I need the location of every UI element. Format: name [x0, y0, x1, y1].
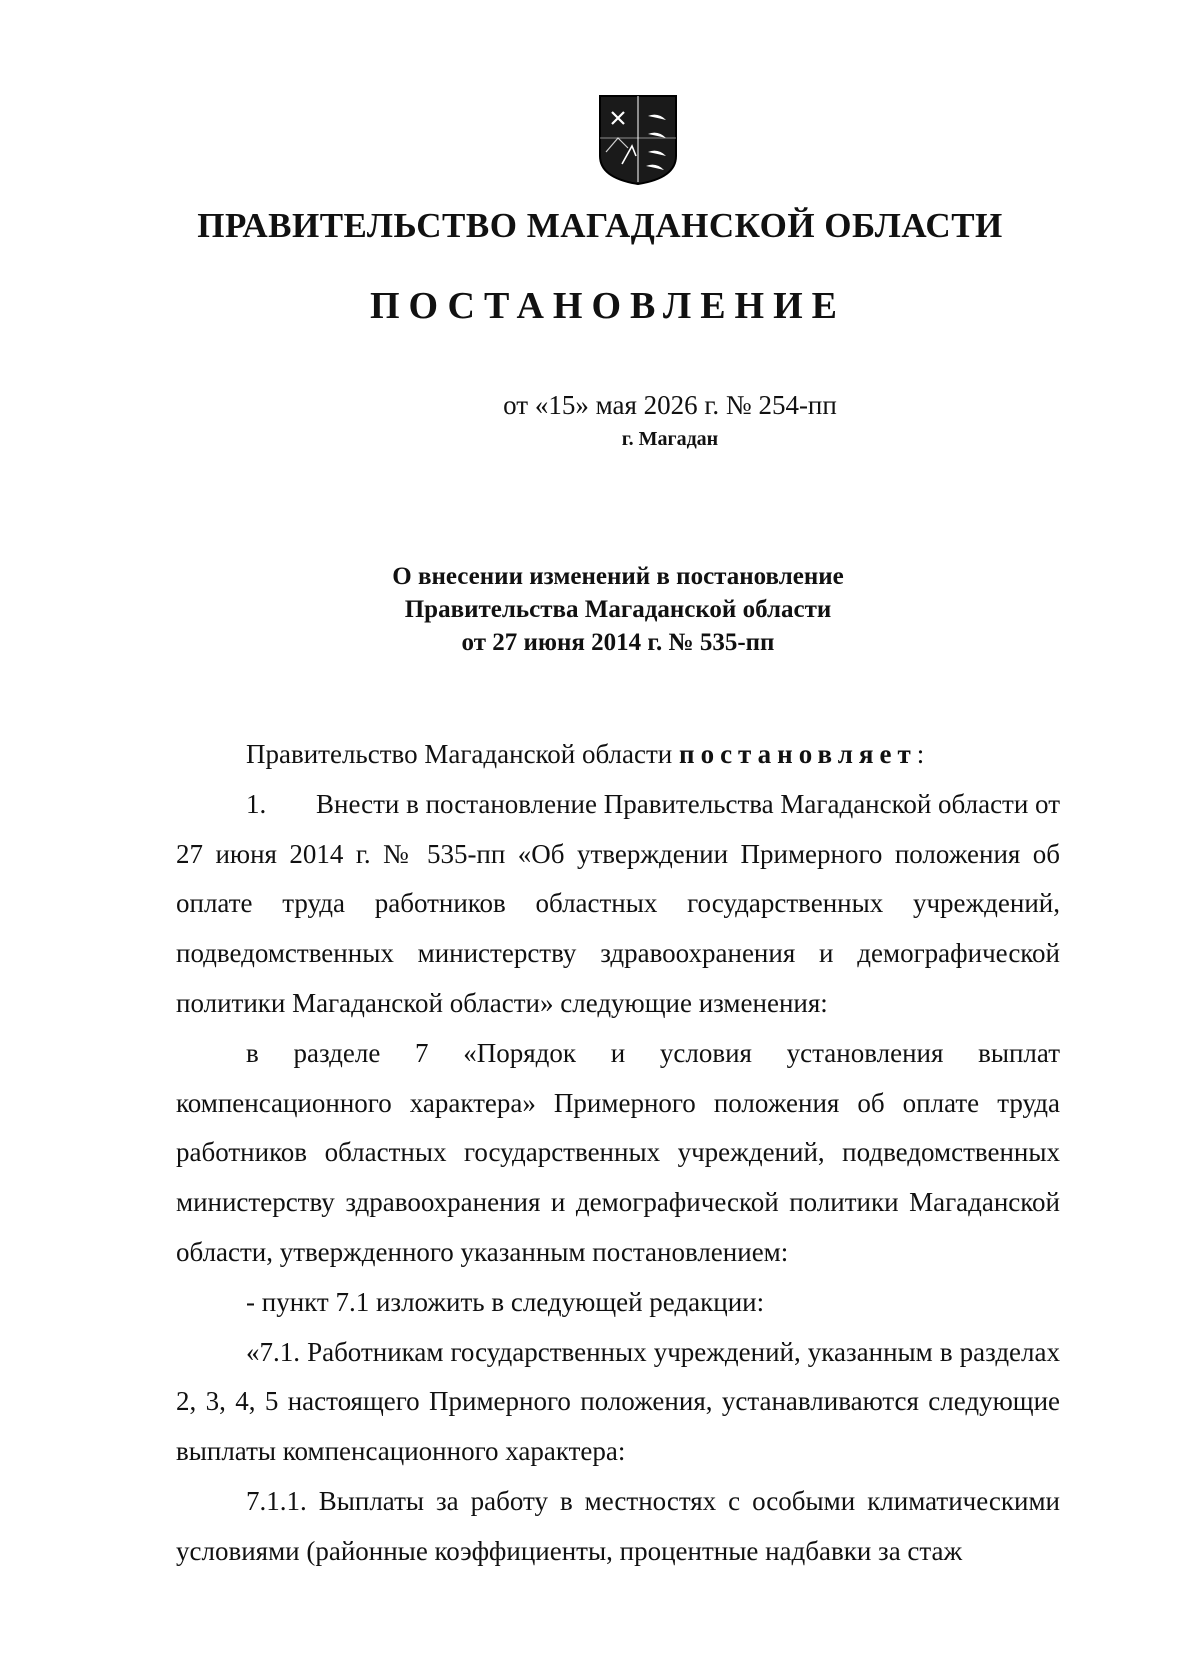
- point-7-1-intro: - пункт 7.1 изложить в следующей редакции:: [246, 1286, 765, 1317]
- subject-line: от 27 июня 2014 г. № 535-пп: [461, 629, 775, 656]
- document-subject: [0, 560, 1200, 659]
- item-1-paragraph: [176, 780, 1060, 1029]
- document-type: ПОСТАНОВЛЕНИЕ: [369, 285, 847, 327]
- preamble-paragraph: [176, 730, 1060, 780]
- point-7-1-text: «7.1. Работникам государственных учреждений, указанным в разделах 2, 3, 4, 5 настоящего Примерного положения, устанавливаются следующие выплаты компенсационного характера:: [176, 1336, 1060, 1467]
- subject-line: О внесении изменений в постановление: [392, 563, 844, 590]
- item-1-text: Внести в постановление Правительства Магаданской области от 27 июня 2014 г. № 535-пп «Об утверждении Примерного положения об оплате труда работников областных государственных учреждений, подведомственных министерству здравоохранения и демографической политики Магаданской области» следующие изменения:: [176, 788, 1061, 1018]
- preamble-colon: :: [916, 739, 925, 769]
- section-7-paragraph: в разделе 7 «Порядок и условия установления выплат компенсационного характера» Примерного положения об оплате труда работников областных государственных учреждений, подведомственных министерству здравоохранения и демографической политики Магаданской области, утвержденного указанным постановлением:: [176, 1037, 1060, 1267]
- government-title: ПРАВИТЕЛЬСТВО МАГАДАНСКОЙ ОБЛАСТИ: [197, 206, 1003, 245]
- preamble-text: Правительство Магаданской области: [246, 739, 680, 769]
- preamble-verb: постановляет: [679, 739, 917, 769]
- document-city: г. Магадан: [621, 428, 719, 450]
- coat-of-arms-emblem: [598, 94, 678, 186]
- document-body: [176, 730, 1060, 1577]
- point-7-1-1-text: 7.1.1. Выплаты за работу в местностях с особыми климатическими условиями (районные коэффициенты, процентные надбавки за стаж: [176, 1485, 1060, 1566]
- subject-line: Правительства Магаданской области: [404, 596, 832, 623]
- document-date-number: от «15» мая 2026 г. № 254-пп: [503, 390, 837, 420]
- item-1-number: 1.: [246, 788, 267, 819]
